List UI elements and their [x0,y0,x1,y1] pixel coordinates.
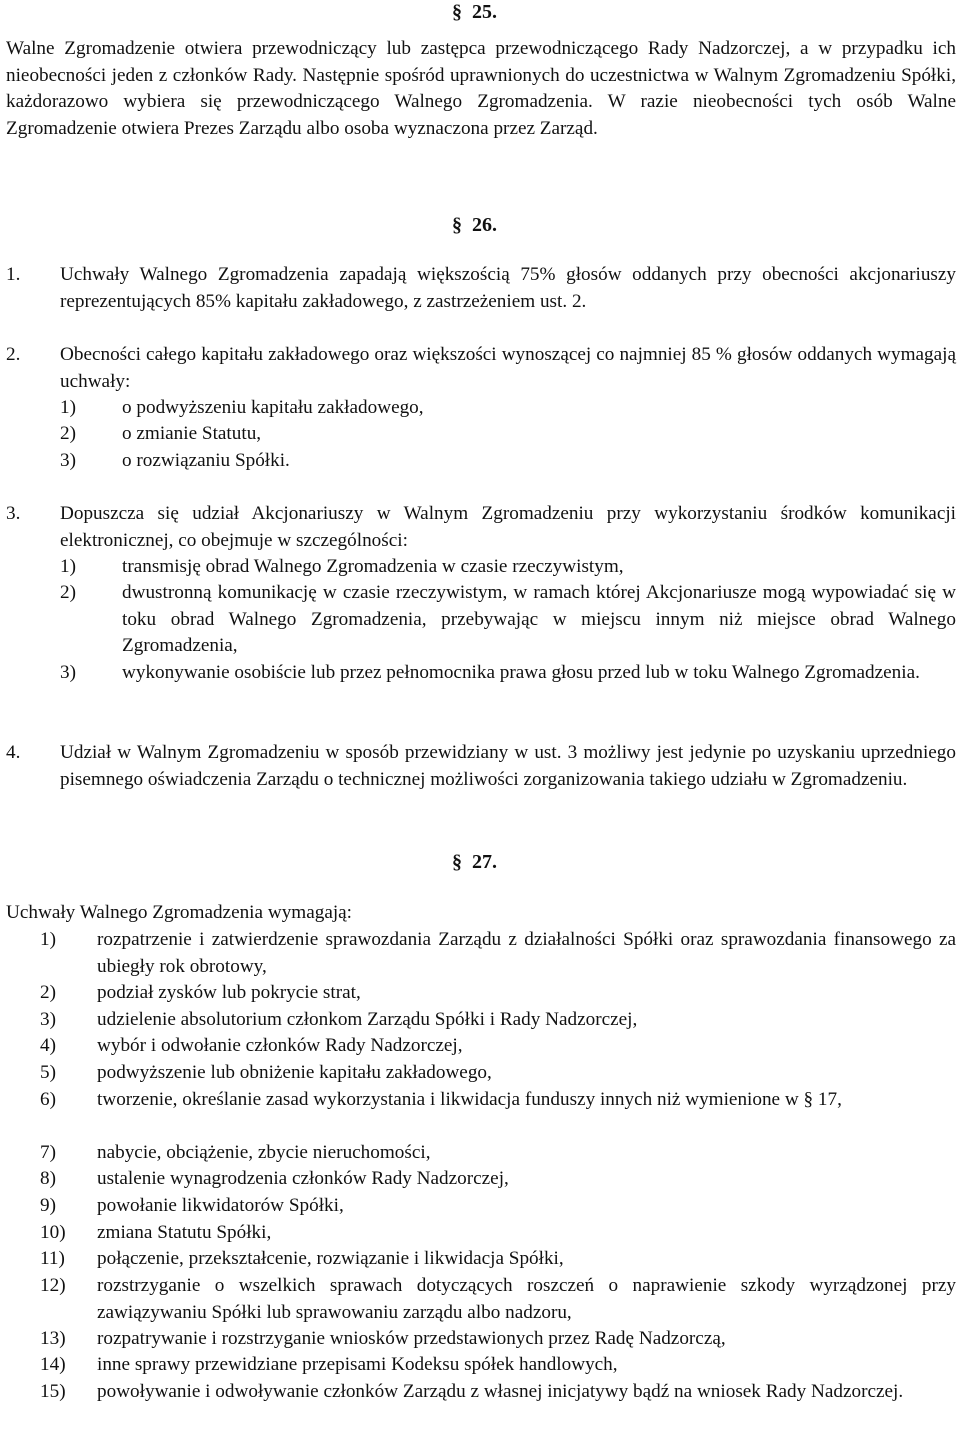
item-number: 1) [40,929,56,950]
item-text: rozstrzyganie o wszelkich sprawach dotyczących roszczeń o naprawienie szkody wyrządzonej przy zawiązywaniu Spółki lub sprawowaniu zarządu albo nadzoru, [97,1275,956,1323]
item-number: 13) [40,1328,66,1349]
item-number: 15) [40,1381,66,1402]
point-text: Obecności całego kapitału zakładowego oraz większości wynoszącej co najmniej 85 % głosów oddanych wymagają uchwały: [60,344,956,392]
item-text: inne sprawy przewidziane przepisami Kodeksu spółek handlowych, [97,1354,618,1375]
section-number: 25. [472,1,497,23]
item-number: 3) [60,450,76,471]
point-number: 4. [6,742,21,763]
item-number: 2) [40,982,56,1003]
item-number: 8) [40,1168,56,1189]
point-number: 1. [6,264,21,285]
item-text: podwyższenie lub obniżenie kapitału zakładowego, [97,1062,492,1083]
point-number: 2. [6,344,21,365]
section-number: 27. [472,851,497,873]
item-number: 1) [60,397,76,418]
item-text: o rozwiązaniu Spółki. [122,450,290,471]
item-text: o podwyższeniu kapitału zakładowego, [122,397,424,418]
item-text: o zmianie Statutu, [122,423,262,444]
item-text: ustalenie wynagrodzenia członków Rady Nadzorczej, [97,1168,509,1189]
section-symbol: § [452,851,462,873]
item-text: wybór i odwołanie członków Rady Nadzorczej, [97,1035,463,1056]
item-number: 6) [40,1089,56,1110]
point-number: 3. [6,503,21,524]
item-text: rozpatrzenie i zatwierdzenie sprawozdania Zarządu z działalności Spółki oraz sprawozdania finansowego za ubiegły rok obrotowy, [97,929,956,977]
item-text: połączenie, przekształcenie, rozwiązanie i likwidacja Spółki, [97,1248,564,1269]
item-text: powołanie likwidatorów Spółki, [97,1195,344,1216]
item-number: 14) [40,1354,66,1375]
item-text: wykonywanie osobiście lub przez pełnomocnika prawa głosu przed lub w toku Walnego Zgromadzenia. [122,662,920,683]
item-number: 10) [40,1222,66,1243]
section-heading-26 [452,213,497,237]
item-text: powoływanie i odwoływanie członków Zarządu z własnej inicjatywy bądź na wniosek Rady Nadzorczej. [97,1381,904,1402]
item-text: dwustronną komunikację w czasie rzeczywistym, w ramach której Akcjonariusze mogą wypowiadać się w toku obrad Walnego Zgromadzenia, przebywając w miejscu innym niż miejsce obrad Walnego Zgromadzenia, [122,582,956,656]
item-text: podział zysków lub pokrycie strat, [97,982,361,1003]
item-number: 3) [60,662,76,683]
item-number: 1) [60,556,76,577]
item-text: nabycie, obciążenie, zbycie nieruchomości, [97,1142,431,1163]
item-text: zmiana Statutu Spółki, [97,1222,272,1243]
item-number: 11) [40,1248,65,1269]
point-text: Udział w Walnym Zgromadzeniu w sposób przewidziany w ust. 3 możliwy jest jedynie po uzyskaniu uprzedniego pisemnego oświadczenia Zarządu o technicznej możliwości zorganizowania takiego udziału w Zgromadzeniu. [60,742,956,790]
section-heading-27 [452,850,497,874]
section-symbol: § [452,214,462,236]
item-text: transmisję obrad Walnego Zgromadzenia w czasie rzeczywistym, [122,556,624,577]
section-number: 26. [472,214,497,236]
item-number: 5) [40,1062,56,1083]
item-number: 7) [40,1142,56,1163]
item-number: 2) [60,582,76,603]
section-25-paragraph: Walne Zgromadzenie otwiera przewodniczący lub zastępca przewodniczącego Rady Nadzorczej, a w przypadku ich nieobecności jeden z członków Rady. Następnie spośród uprawnionych do uczestnictwa w Walnym Zgromadzeniu Spółki, każdorazowo wybiera się przewodniczącego Walnego Zgromadzenia. W razie nieobecności tych osób Walne Zgromadzenie otwiera Prezes Zarządu albo osoba wyznaczona przez Zarząd. [6,38,956,139]
item-number: 12) [40,1275,66,1296]
section-heading-25 [452,0,497,24]
point-text: Dopuszcza się udział Akcjonariuszy w Walnym Zgromadzeniu przy wykorzystaniu środków komunikacji elektronicznej, co obejmuje w szczególności: [60,503,956,551]
item-text: tworzenie, określanie zasad wykorzystania i likwidacja funduszy innych niż wymienione w § 17, [97,1089,842,1110]
item-text: udzielenie absolutorium członkom Zarządu Spółki i Rady Nadzorczej, [97,1009,638,1030]
section-symbol: § [452,1,462,23]
item-text: rozpatrywanie i rozstrzyganie wniosków przedstawionych przez Radę Nadzorczą, [97,1328,726,1349]
section-27-intro: Uchwały Walnego Zgromadzenia wymagają: [6,902,353,923]
item-number: 3) [40,1009,56,1030]
item-number: 4) [40,1035,56,1056]
item-number: 9) [40,1195,56,1216]
point-text: Uchwały Walnego Zgromadzenia zapadają większością 75% głosów oddanych przy obecności akcjonariuszy reprezentujących 85% kapitału zakładowego, z zastrzeżeniem ust. 2. [60,264,956,312]
item-number: 2) [60,423,76,444]
